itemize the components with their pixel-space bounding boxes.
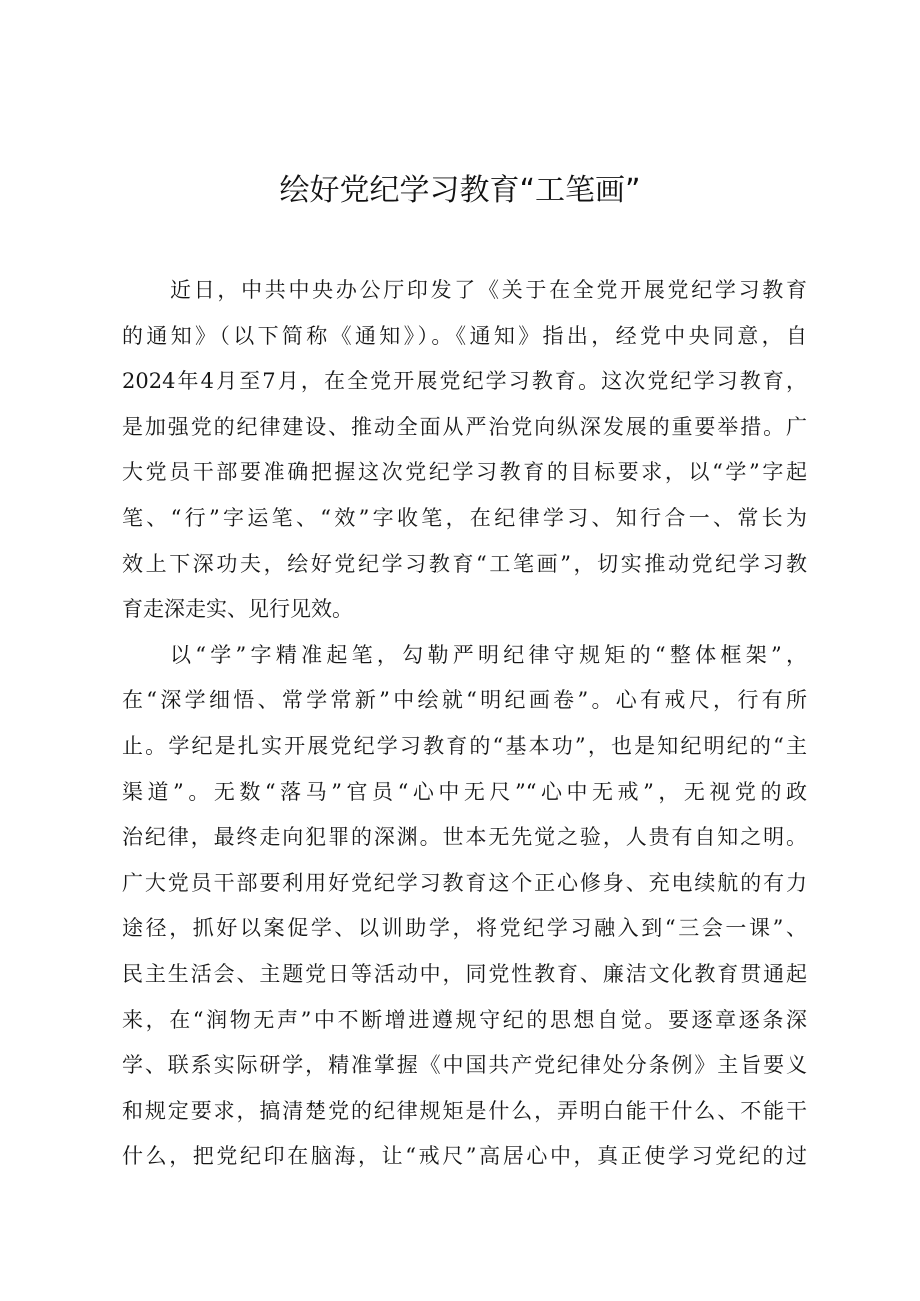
- paragraph-line: 广大党员干部要利用好党纪学习教育这个正心修身、充电续航的有力: [122, 870, 807, 895]
- paragraph-line: 和规定要求，搞清楚党的纪律规矩是什么，弄明白能干什么、不能干: [122, 1098, 807, 1123]
- paragraph-line: 的通知》（以下简称《通知》）。《通知》指出，经党中央同意，自: [122, 323, 807, 348]
- paragraph-line: 什么，把党纪印在脑海，让“戒尺”高居心中，真正使学习党纪的过: [122, 1144, 807, 1169]
- paragraph-line: 治纪律，最终走向犯罪的深渊。世本无先觉之验，人贵有自知之明。: [122, 825, 807, 850]
- paragraph-line: 笔、“行”字运笔、“效”字收笔，在纪律学习、知行合一、常长为: [122, 505, 807, 530]
- paragraph-line: 近日，中共中央办公厅印发了《关于在全党开展党纪学习教育: [170, 278, 807, 302]
- paragraph-line: 来，在“润物无声”中不断增进遵规守纪的思想自觉。要逐章逐条深: [122, 1007, 807, 1032]
- paragraph-line: 大党员干部要准确把握这次党纪学习教育的目标要求，以“学”字起: [122, 460, 807, 485]
- paragraph-line: 在“深学细悟、常学常新”中绘就“明纪画卷”。心有戒尺，行有所: [122, 688, 807, 713]
- paragraph-line: 民主生活会、主题党日等活动中，同党性教育、廉洁文化教育贯通起: [122, 961, 807, 986]
- paragraph-line: 效上下深功夫，绘好党纪学习教育“工笔画”，切实推动党纪学习教: [122, 551, 807, 576]
- paragraph-line: 渠道”。无数“落马”官员“心中无尺”“心中无戒”，无视党的政: [122, 779, 807, 804]
- paragraph-line: 以“学”字精准起笔，勾勒严明纪律守规矩的“整体框架”，: [170, 642, 807, 667]
- document-body: [122, 268, 807, 1180]
- paragraph-line: 2024年4月至7月，在全党开展党纪学习教育。这次党纪学习教育，: [122, 369, 807, 394]
- paragraph-line: 途径，抓好以案促学、以训助学，将党纪学习融入到“三会一课”、: [122, 916, 807, 941]
- paragraph-line: 止。学纪是扎实开展党纪学习教育的“基本功”，也是知纪明纪的“主: [122, 733, 807, 758]
- paragraph-line: 学、联系实际研学，精准掌握《中国共产党纪律处分条例》主旨要义: [122, 1053, 807, 1078]
- paragraph-line: 育走深走实、见行见效。: [122, 597, 353, 622]
- paragraph-line: 是加强党的纪律建设、推动全面从严治党向纵深发展的重要举措。广: [122, 414, 807, 439]
- document-title: 绘好党纪学习教育“工笔画”: [279, 173, 641, 208]
